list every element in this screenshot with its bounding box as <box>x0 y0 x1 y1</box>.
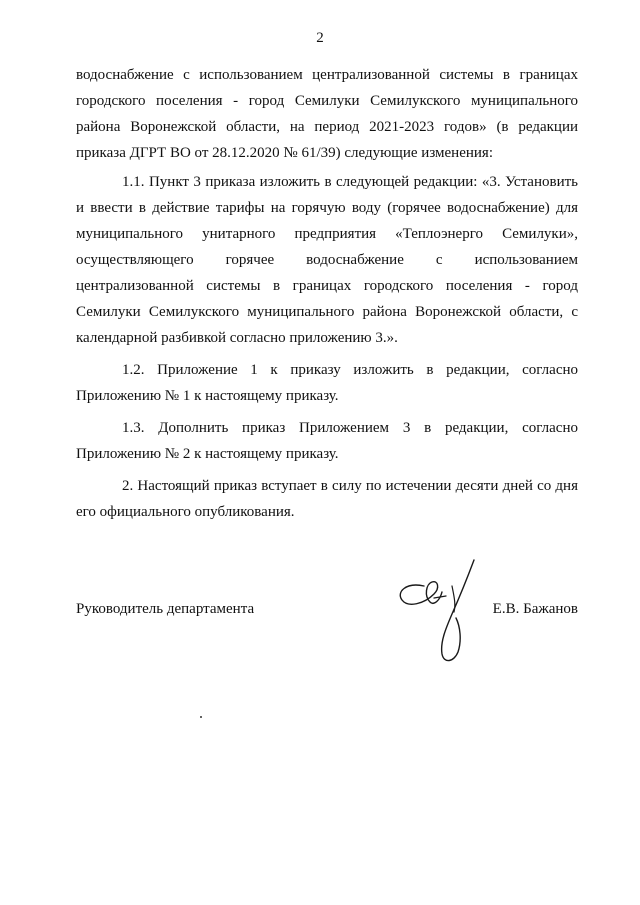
document-body <box>76 62 578 525</box>
page-number: 2 <box>316 30 324 46</box>
signatory-title: Руководитель департамента <box>76 601 255 617</box>
paragraph-1-1: 1.1. Пункт 3 приказа изложить в следующей редакции: «3. Установить и ввести в действие тарифы на горячую воду (горячее водоснабжение) для муниципального унитарного предприятия «Теплоэнерго Семилуки», осуществляющего горячее водоснабжение с использованием централизованной системы в границах городского поселения - город Семилуки Семилукского муниципального района Воронежской области, с календарной разбивкой согласно приложению 3.». <box>76 174 578 346</box>
paragraph-continuation: водоснабжение с использованием централизованной системы в границах городского поселения - город Семилуки Семилукского муниципального района Воронежской области, на период 2021-2023 годов» (в редакции приказа ДГРТ ВО от 28.12.2020 № 61/39) следующие изменения: <box>76 67 578 161</box>
paragraph-1-2: 1.2. Приложение 1 к приказу изложить в редакции, согласно Приложению № 1 к настоящему приказу. <box>76 362 578 404</box>
scan-speck <box>200 716 202 718</box>
paragraph-2: 2. Настоящий приказ вступает в силу по истечении десяти дней со дня его официального опубликования. <box>76 478 578 520</box>
paragraph-1-3: 1.3. Дополнить приказ Приложением 3 в редакции, согласно Приложению № 2 к настоящему приказу. <box>76 420 578 462</box>
handwritten-signature <box>394 556 486 668</box>
signatory-name: Е.В. Бажанов <box>492 601 578 617</box>
signature-block <box>76 596 578 622</box>
